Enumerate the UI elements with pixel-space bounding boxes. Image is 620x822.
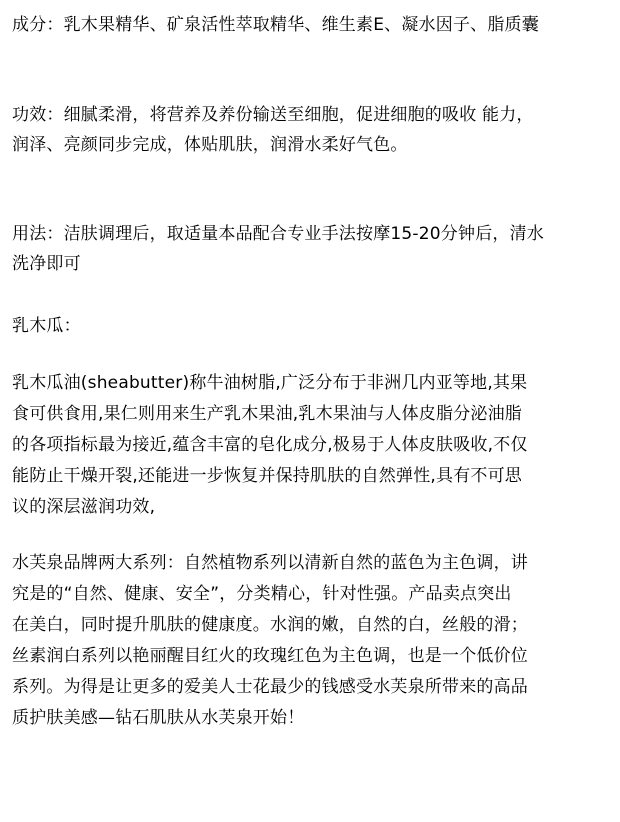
usage-paragraph: [12, 219, 544, 279]
shea-heading-text: 乳木瓜：: [12, 316, 81, 336]
brand-line: 丝素润白系列以艳丽醒目红火的玫瑰红色为主色调，也是一个低价位: [12, 646, 528, 666]
efficacy-line: 润泽、亮颜同步完成，体贴肌肤，润滑水柔好气色。: [12, 135, 408, 155]
usage-line: 用法：洁肤调理后，取适量本品配合专业手法按摩15-20分钟后，清水: [12, 224, 544, 244]
brand-line: 在美白，同时提升肌肤的健康度。水润的嫩，自然的白，丝般的滑；: [12, 615, 528, 635]
shea-description-line: 能防止干燥开裂,还能进一步恢复并保持肌肤的自然弹性,具有不可思: [12, 466, 523, 486]
brand-line: 系列。为得是让更多的爱美人士花最少的钱感受水芙泉所带来的高品: [12, 677, 528, 697]
shea-heading: [12, 311, 81, 341]
ingredients-line: 成分：乳木果精华、矿泉活性萃取精华、维生素E、凝水因子、脂质囊: [12, 15, 539, 35]
ingredients-paragraph: [12, 10, 539, 40]
usage-line: 洗净即可: [12, 254, 81, 274]
efficacy-paragraph: [12, 100, 534, 160]
efficacy-line: 功效：细腻柔滑，将营养及养份输送至细胞，促进细胞的吸收 能力，: [12, 105, 534, 125]
brand-paragraph: [12, 548, 528, 734]
brand-line: 究是的“自然、健康、安全”，分类精心，针对性强。产品卖点突出: [12, 584, 512, 604]
brand-line: 质护肤美感—钻石肌肤从水芙泉开始！: [12, 708, 305, 728]
shea-description-paragraph: [12, 368, 528, 523]
shea-description-line: 议的深层滋润功效,: [12, 497, 156, 517]
shea-description-line: 乳木瓜油(sheabutter)称牛油树脂,广泛分布于非洲几内亚等地,其果: [12, 373, 528, 393]
shea-description-line: 的各项指标最为接近,蕴含丰富的皂化成分,极易于人体皮肤吸收,不仅: [12, 435, 528, 455]
brand-line: 水芙泉品牌两大系列：自然植物系列以清新自然的蓝色为主色调，讲: [12, 553, 528, 573]
shea-description-line: 食可供食用,果仁则用来生产乳木果油,乳木果油与人体皮脂分泌油脂: [12, 404, 523, 424]
